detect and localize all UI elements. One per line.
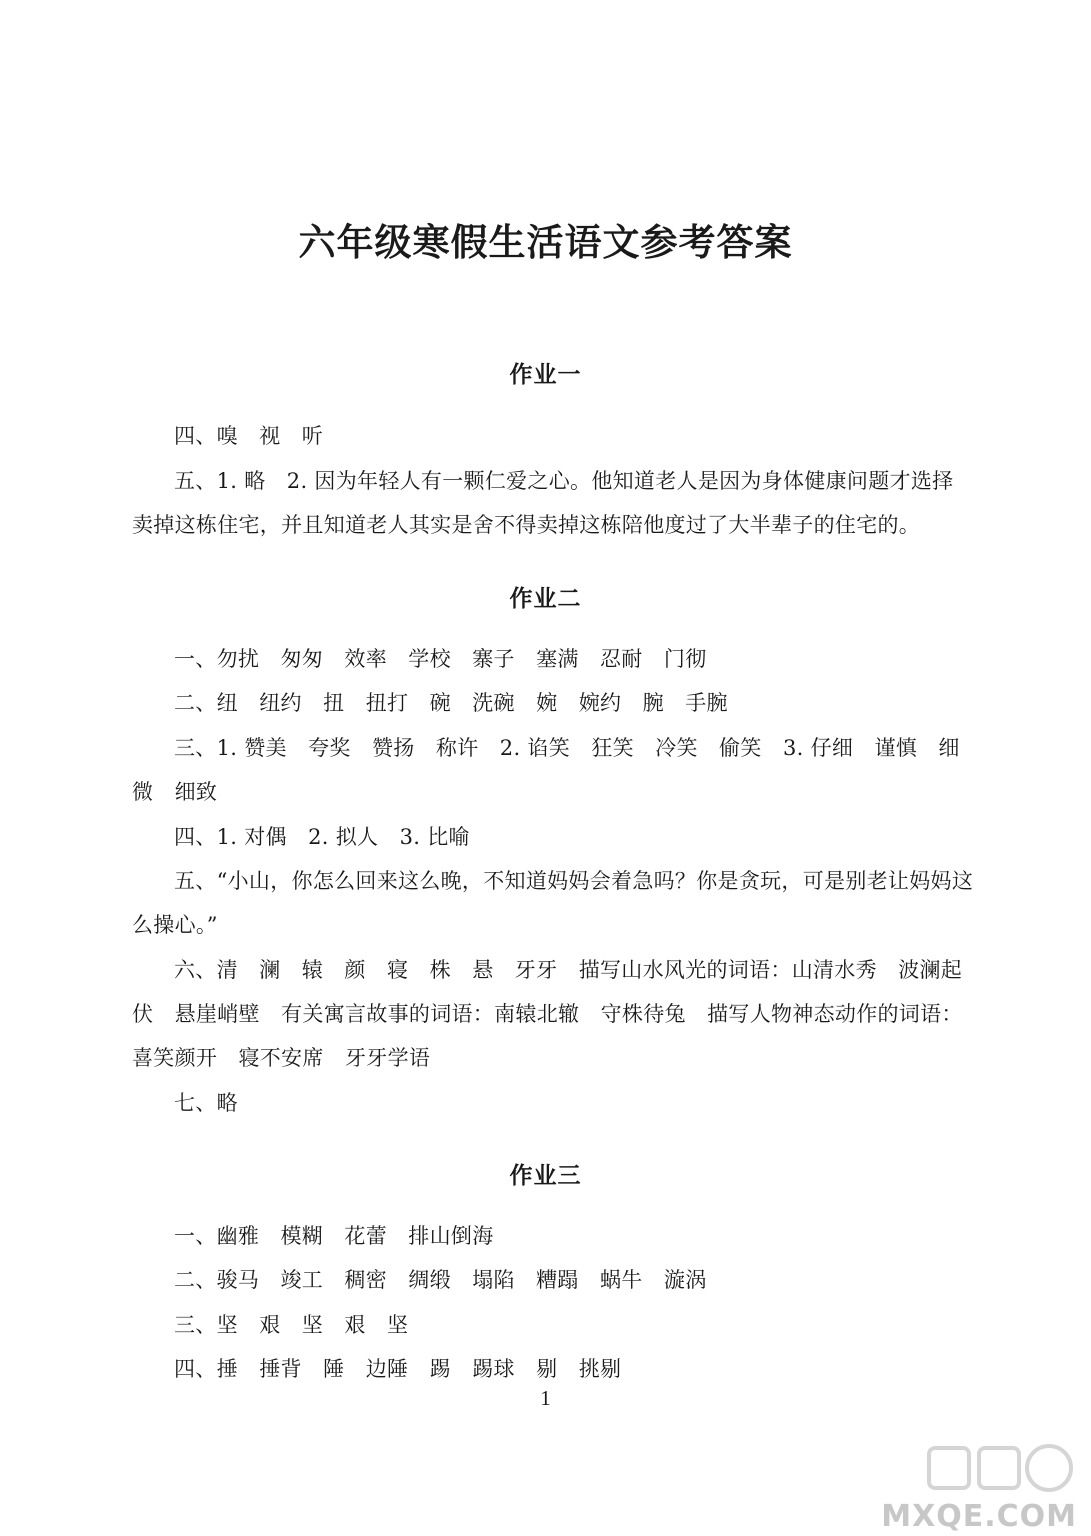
section-1-heading: 作业一 bbox=[509, 362, 582, 388]
section-3-answer-4: 四、捶 捶背 陲 边陲 踢 踢球 剔 挑剔 bbox=[174, 1357, 622, 1381]
section-3-answer-2: 二、骏马 竣工 稠密 绸缎 塌陷 糟蹋 蜗牛 漩涡 bbox=[174, 1268, 707, 1292]
section-2-heading: 作业二 bbox=[509, 586, 582, 612]
watermark-site-text: MXQE.COM bbox=[881, 1499, 1077, 1534]
section-3-heading: 作业三 bbox=[509, 1163, 582, 1189]
watermark-badge-icon bbox=[921, 1442, 1081, 1502]
section-2-answer-1: 一、勿扰 匆匆 效率 学校 寨子 塞满 忍耐 门彻 bbox=[174, 647, 707, 671]
section-2-answer-3: 三、1. 赞美 夸奖 赞扬 称许 2. 谄笑 狂笑 冷笑 偷笑 3. 仔细 谨慎 细微 细致 bbox=[132, 736, 960, 804]
section-1-answer-4: 四、嗅 视 听 bbox=[174, 424, 324, 448]
document-title: 六年级寒假生活语文参考答案 bbox=[298, 220, 793, 264]
section-2-answer-7: 七、略 bbox=[174, 1091, 238, 1115]
section-3-answer-3: 三、坚 艰 坚 艰 坚 bbox=[174, 1313, 409, 1337]
section-2-answer-4: 四、1. 对偶 2. 拟人 3. 比喻 bbox=[174, 825, 470, 849]
page-number: 1 bbox=[540, 1386, 551, 1410]
section-1-answer-5: 五、1. 略 2. 因为年轻人有一颗仁爱之心。他知道老人是因为身体健康问题才选择卖掉这栋住宅，并且知道老人其实是舍不得卖掉这栋陪他度过了大半辈子的住宅的。 bbox=[132, 469, 954, 537]
section-2-answer-2: 二、纽 纽约 扭 扭打 碗 洗碗 婉 婉约 腕 手腕 bbox=[174, 691, 728, 715]
section-3-answer-1: 一、幽雅 模糊 花蕾 排山倒海 bbox=[174, 1224, 494, 1248]
section-2-answer-5: 五、“小山，你怎么回来这么晚，不知道妈妈会着急吗？你是贪玩，可是别老让妈妈这么操心。” bbox=[132, 869, 974, 937]
section-2-answer-6: 六、清 澜 辕 颜 寝 株 悬 牙牙 描写山水风光的词语：山清水秀 波澜起伏 悬崖峭壁 有关寓言故事的词语：南辕北辙 守株待兔 描写人物神态动作的词语：喜笑颜开 寝不安席 牙牙学语 bbox=[132, 958, 963, 1070]
